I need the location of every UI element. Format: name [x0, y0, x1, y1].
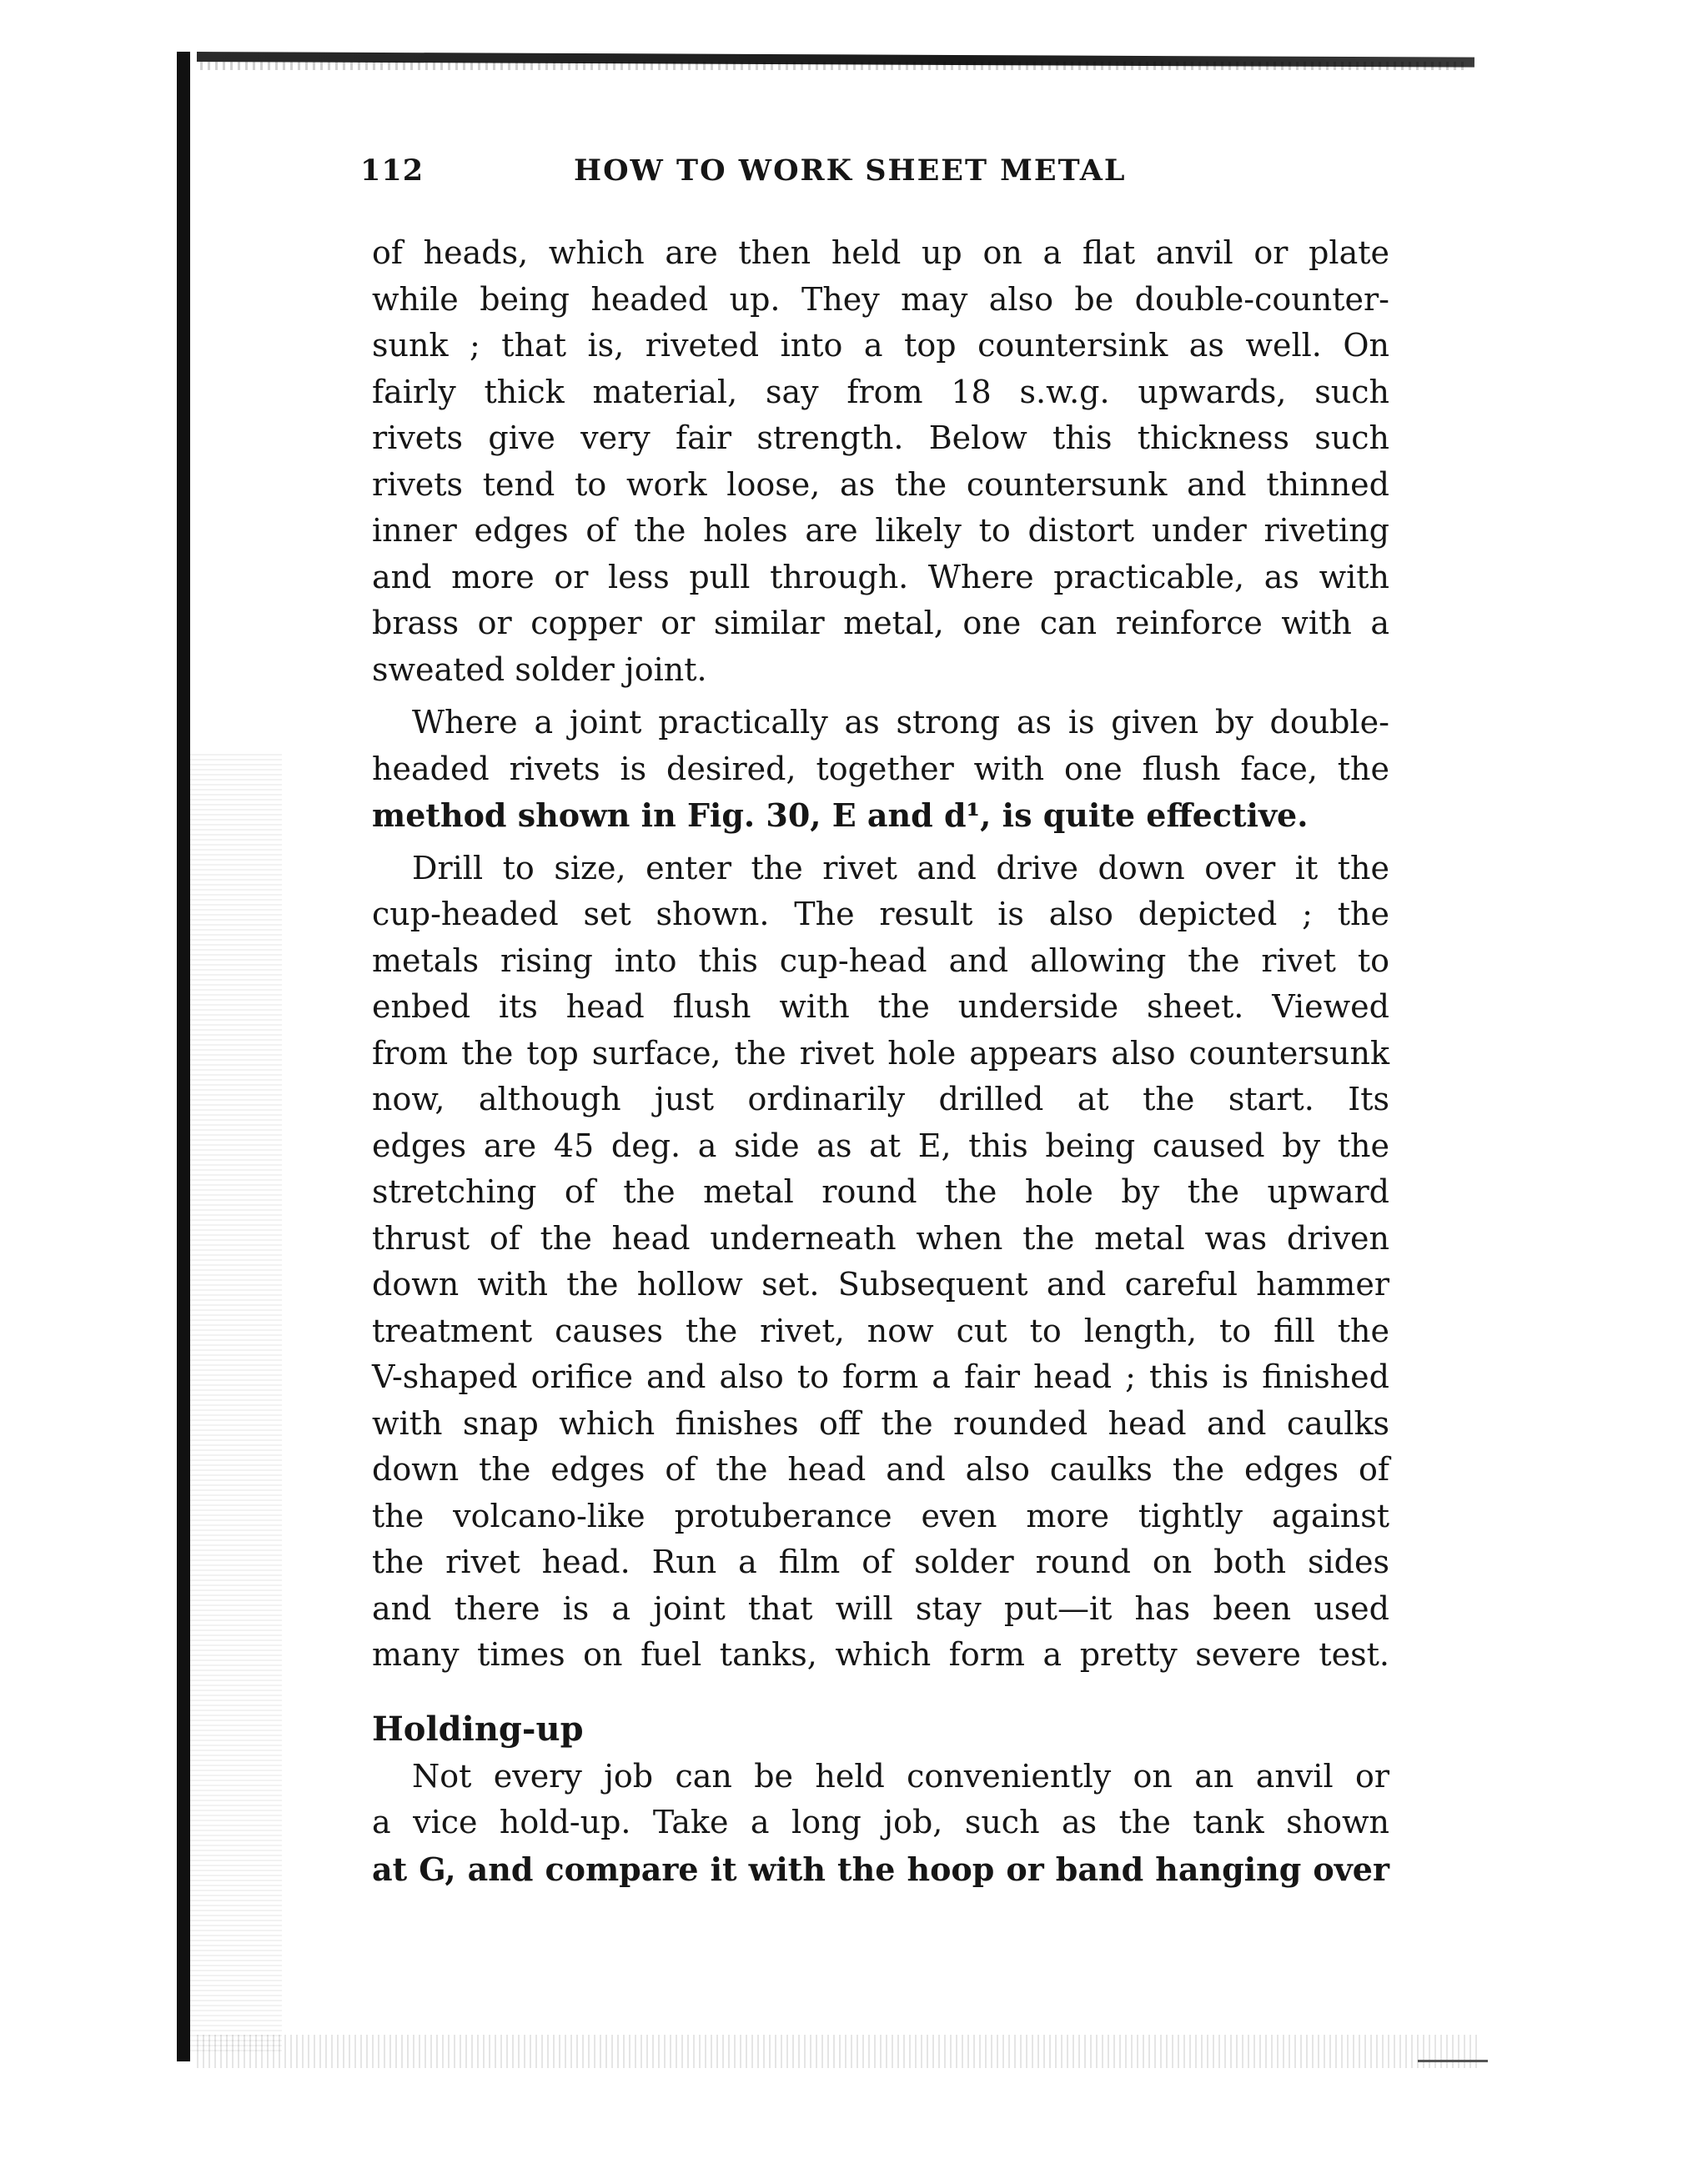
text-line: the rivet head. Run a film of solder round on both sides — [372, 1544, 1389, 1580]
text-line: brass or copper or similar metal, one can reinforce with a — [372, 605, 1389, 641]
text-line: sweated solder joint. — [372, 650, 707, 688]
scan-left-shade — [190, 751, 282, 2051]
text-line: thrust of the head underneath when the metal was driven — [372, 1219, 1389, 1257]
text-line: method shown in Fig. 30, E and d¹, is quite effective. — [372, 796, 1309, 834]
text-line: a vice hold-up. Take a long job, such as the tank shown — [372, 1804, 1389, 1840]
paragraph-1 — [372, 230, 1389, 693]
page-number: 112 — [360, 153, 424, 188]
running-head: HOW TO WORK SHEET METAL — [574, 153, 1127, 188]
text-line: rivets give very fair strength. Below this thickness such — [372, 419, 1389, 456]
text-line: Drill to size, enter the rivet and drive down over it the — [412, 849, 1389, 886]
paragraph-4 — [372, 1754, 1389, 1893]
text-line: headed rivets is desired, together with one flush face, the — [372, 750, 1389, 787]
text-line: cup-headed set shown. The result is also depicted ; the — [372, 896, 1389, 932]
text-line: enbed its head flush with the underside sheet. Viewed — [372, 988, 1389, 1025]
text-line: from the top surface, the rivet hole appears also countersunk — [372, 1034, 1389, 1072]
text-line: metals rising into this cup-head and allowing the rivet to — [372, 941, 1389, 979]
scan-left-edge — [177, 52, 190, 2061]
text-line: inner edges of the holes are likely to distort under riveting — [372, 512, 1389, 549]
section-heading: Holding-up — [372, 1709, 584, 1749]
text-line: and there is a joint that will stay put—it has been used — [372, 1589, 1389, 1627]
text-line: at G, and compare it with the hoop or band hanging over — [372, 1850, 1389, 1888]
page-header — [360, 153, 1394, 203]
text-line: of heads, which are then held up on a flat anvil or plate — [372, 234, 1389, 271]
text-line: sunk ; that is, riveted into a top countersink as well. On — [372, 327, 1389, 364]
text-line: down with the hollow set. Subsequent and careful hammer — [372, 1266, 1389, 1303]
paragraph-2 — [372, 700, 1389, 839]
text-line: the volcano-like protuberance even more tightly against — [372, 1497, 1389, 1534]
text-line: many times on fuel tanks, which form a pretty severe test. — [372, 1636, 1389, 1673]
text-line: treatment causes the rivet, now cut to length, to fill the — [372, 1312, 1389, 1349]
scan-bottom-mark — [1418, 2060, 1488, 2062]
paragraph-3 — [372, 846, 1389, 1679]
text-line: fairly thick material, say from 18 s.w.g. upwards, such — [372, 373, 1389, 410]
scan-bottom-edge — [197, 2035, 1481, 2068]
text-line: stretching of the metal round the hole by the upward — [372, 1173, 1389, 1210]
text-line: now, although just ordinarily drilled at the start. Its — [372, 1081, 1389, 1117]
text-line: edges are 45 deg. a side as at E, this being caused by the — [372, 1127, 1389, 1164]
text-line: rivets tend to work loose, as the countersunk and thinned — [372, 465, 1389, 503]
text-line: with snap which finishes off the rounded head and caulks — [372, 1404, 1389, 1442]
text-line: and more or less pull through. Where practicable, as with — [372, 558, 1389, 595]
text-line: Not every job can be held conveniently on an anvil or — [412, 1757, 1389, 1795]
text-line: V-shaped orifice and also to form a fair head ; this is finished — [372, 1358, 1389, 1395]
page-body — [372, 230, 1389, 1892]
text-line: Where a joint practically as strong as is given by double- — [412, 704, 1389, 741]
text-line: while being headed up. They may also be double-counter- — [372, 280, 1389, 318]
scan-top-speckle — [200, 62, 1468, 70]
text-line: down the edges of the head and also caulks the edges of — [372, 1451, 1389, 1488]
